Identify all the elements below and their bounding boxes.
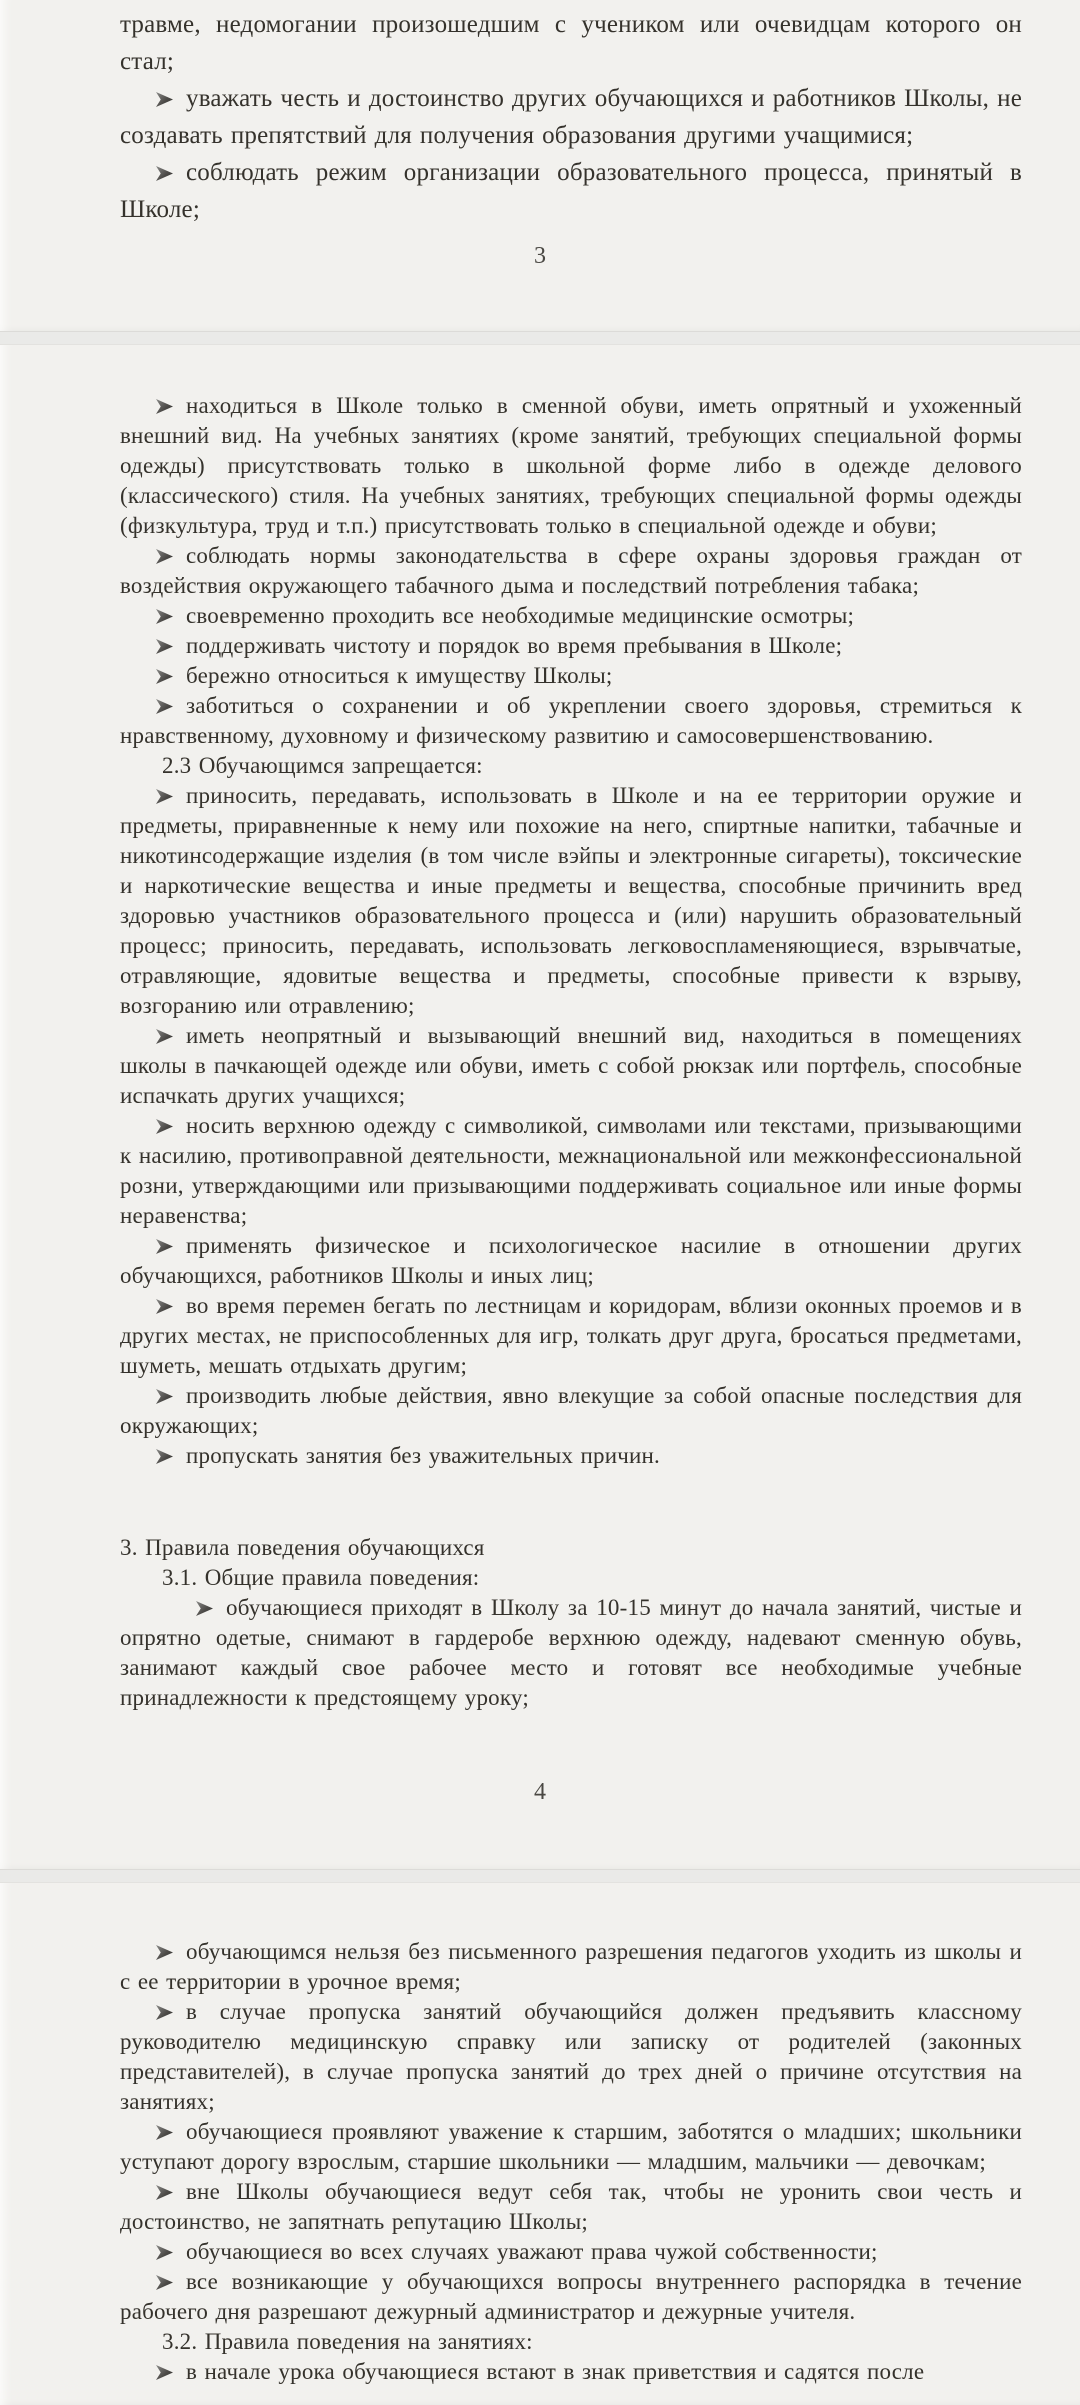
bullet-item bbox=[120, 80, 1022, 154]
arrowhead-bullet-icon bbox=[156, 399, 173, 414]
paragraph-text: 3. Правила поведения обучающихся bbox=[120, 1535, 485, 1560]
page-4 bbox=[0, 345, 1080, 1869]
arrowhead-bullet-icon bbox=[156, 549, 173, 564]
paragraph-text: 2.3 Обучающимся запрещается: bbox=[162, 753, 483, 778]
page-3-bottom bbox=[0, 0, 1080, 331]
paragraph-text: носить верхнюю одежду с символикой, символами или текстами, призывающими к насилию, противоправной деятельности, межнациональной или межконфессиональной розни, утверждающими или призывающими поддерживать социальное или иные формы неравенства; bbox=[120, 1113, 1022, 1228]
paragraph-text: уважать честь и достоинство других обучающихся и работников Школы, не создавать препятствий для получения образования другими учащимися; bbox=[120, 85, 1022, 149]
bullet-item bbox=[120, 2267, 1022, 2327]
paragraph-text: обучающиеся приходят в Школу за 10-15 минут до начала занятий, чистые и опрятно одетые, снимают в гардеробе верхнюю одежду, надевают сменную обувь, занимают каждый свое рабочее место и готовят все необходимые учебные принадлежности к предстоящему уроку; bbox=[120, 1595, 1022, 1710]
paragraph bbox=[120, 2327, 1022, 2357]
page-number: 3 bbox=[534, 243, 546, 269]
bullet-item bbox=[120, 1381, 1022, 1441]
paragraph-text: своевременно проходить все необходимые медицинские осмотры; bbox=[186, 603, 855, 628]
arrowhead-bullet-icon bbox=[156, 1945, 173, 1960]
bullet-item bbox=[120, 601, 1022, 631]
paragraph-text: в начале урока обучающиеся встают в знак приветствия и садятся после bbox=[186, 2359, 925, 2384]
bullet-item bbox=[120, 2117, 1022, 2177]
bullet-item bbox=[120, 781, 1022, 1021]
paragraph-text: заботиться о сохранении и об укреплении своего здоровья, стремиться к нравственному, духовному и физическому развитию и самосовершенствованию. bbox=[120, 693, 1022, 748]
bullet-item bbox=[120, 1937, 1022, 1997]
paragraph-text: соблюдать режим организации образовательного процесса, принятый в Школе; bbox=[120, 159, 1022, 223]
paragraph-text: обучающиеся проявляют уважение к старшим, заботятся о младших; школьники уступают дорогу взрослым, старшие школьники — младшим, мальчики — девочкам; bbox=[120, 2119, 1022, 2174]
paragraph-text: травме, недомогании произошедшим с учеником или очевидцам которого он стал; bbox=[120, 11, 1022, 75]
arrowhead-bullet-icon bbox=[156, 2125, 173, 2140]
bullet-item bbox=[120, 2177, 1022, 2237]
paragraph bbox=[120, 1533, 1022, 1563]
paragraph-text: приносить, передавать, использовать в Школе и на ее территории оружие и предметы, приравненные к нему или похожие на него, спиртные напитки, табачные и никотинсодержащие изделия (в том числе вэйпы и электронные сигареты), токсические и наркотические вещества и иные предметы и вещества, способные причинить вред здоровью участников образовательного процесса и (или) нарушить образовательный процесс; приносить, передавать, использовать легковоспламеняющиеся, взрывчатые, отравляющие, ядовитые вещества и предметы, способные привести к взрыву, возгоранию или отравлению; bbox=[120, 783, 1022, 1018]
bullet-item bbox=[120, 691, 1022, 751]
arrowhead-bullet-icon bbox=[156, 1299, 173, 1314]
arrowhead-bullet-icon bbox=[156, 2185, 173, 2200]
page-number: 4 bbox=[534, 1779, 546, 1805]
arrowhead-bullet-icon bbox=[156, 699, 173, 714]
arrowhead-bullet-icon bbox=[156, 1239, 173, 1254]
paragraph-text: бережно относиться к имуществу Школы; bbox=[186, 663, 613, 688]
paragraph bbox=[120, 1563, 1022, 1593]
bullet-item bbox=[120, 1231, 1022, 1291]
page-5-top bbox=[0, 1883, 1080, 2405]
arrowhead-bullet-icon bbox=[156, 789, 173, 804]
bullet-item bbox=[120, 631, 1022, 661]
arrowhead-bullet-icon bbox=[156, 2275, 173, 2290]
arrowhead-bullet-icon bbox=[156, 609, 173, 624]
bullet-item bbox=[120, 1111, 1022, 1231]
paragraph-text: обучающимся нельзя без письменного разрешения педагогов уходить из школы и с ее территории в урочное время; bbox=[120, 1939, 1022, 1994]
paragraph-text: пропускать занятия без уважительных причин. bbox=[186, 1443, 661, 1468]
arrowhead-bullet-icon bbox=[156, 1449, 173, 1464]
bullet-item bbox=[120, 1593, 1022, 1713]
paragraph-text: все возникающие у обучающихся вопросы внутреннего распорядка в течение рабочего дня разрешают дежурный администратор и дежурные учителя. bbox=[120, 2269, 1022, 2324]
arrowhead-bullet-icon bbox=[156, 2245, 173, 2260]
arrowhead-bullet-icon bbox=[156, 2005, 173, 2020]
bullet-item bbox=[120, 154, 1022, 228]
arrowhead-bullet-icon bbox=[156, 669, 173, 684]
paragraph-text: в случае пропуска занятий обучающийся должен предъявить классному руководителю медицинскую справку или записку от родителей (законных представителей), в случае пропуска занятий до трех дней о причине отсутствия на занятиях; bbox=[120, 1999, 1022, 2114]
bullet-item bbox=[120, 2237, 1022, 2267]
bullet-item bbox=[120, 1291, 1022, 1381]
paragraph-text: соблюдать нормы законодательства в сфере охраны здоровья граждан от воздействия окружающего табачного дыма и последствий потребления табака; bbox=[120, 543, 1022, 598]
bullet-item bbox=[120, 1997, 1022, 2117]
paragraph bbox=[120, 751, 1022, 781]
arrowhead-bullet-icon bbox=[156, 166, 173, 181]
paragraph-text: производить любые действия, явно влекущие за собой опасные последствия для окружающих; bbox=[120, 1383, 1022, 1438]
bullet-item bbox=[120, 1021, 1022, 1111]
paragraph-text: находиться в Школе только в сменной обуви, иметь опрятный и ухоженный внешний вид. На учебных занятиях (кроме занятий, требующих специальной формы одежды) присутствовать только в школьной форме либо в одежде делового (классического) стиля. На учебных занятиях, требующих специальной формы одежды (физкультура, труд и т.п.) присутствовать только в специальной одежде и обуви; bbox=[120, 393, 1022, 538]
arrowhead-bullet-icon bbox=[156, 1029, 173, 1044]
paragraph-text: иметь неопрятный и вызывающий внешний вид, находиться в помещениях школы в пачкающей одежде или обуви, иметь с собой рюкзак или портфель, способные испачкать других учащихся; bbox=[120, 1023, 1022, 1108]
arrowhead-bullet-icon bbox=[196, 1601, 213, 1616]
paragraph-text: поддерживать чистоту и порядок во время пребывания в Школе; bbox=[186, 633, 843, 658]
arrowhead-bullet-icon bbox=[156, 639, 173, 654]
paragraph-text: вне Школы обучающиеся ведут себя так, чтобы не уронить свои честь и достоинство, не запятнать репутацию Школы; bbox=[120, 2179, 1022, 2234]
paragraph-text: применять физическое и психологическое насилие в отношении других обучающихся, работников Школы и иных лиц; bbox=[120, 1233, 1022, 1288]
arrowhead-bullet-icon bbox=[156, 92, 173, 107]
bullet-item bbox=[120, 2357, 1022, 2387]
bullet-item bbox=[120, 541, 1022, 601]
page-separator bbox=[0, 331, 1080, 345]
arrowhead-bullet-icon bbox=[156, 2365, 173, 2380]
arrowhead-bullet-icon bbox=[156, 1389, 173, 1404]
paragraph-text: 3.1. Общие правила поведения: bbox=[162, 1565, 480, 1590]
bullet-item bbox=[120, 1441, 1022, 1471]
arrowhead-bullet-icon bbox=[156, 1119, 173, 1134]
paragraph-text: обучающиеся во всех случаях уважают права чужой собственности; bbox=[186, 2239, 878, 2264]
paragraph-text: во время перемен бегать по лестницам и коридорам, вблизи оконных проемов и в других местах, не приспособленных для игр, толкать друг друга, бросаться предметами, шуметь, мешать отдыхать другим; bbox=[120, 1293, 1022, 1378]
bullet-item bbox=[120, 391, 1022, 541]
page-separator bbox=[0, 1869, 1080, 1883]
paragraph bbox=[120, 6, 1022, 80]
paragraph-text: 3.2. Правила поведения на занятиях: bbox=[162, 2329, 533, 2354]
bullet-item bbox=[120, 661, 1022, 691]
